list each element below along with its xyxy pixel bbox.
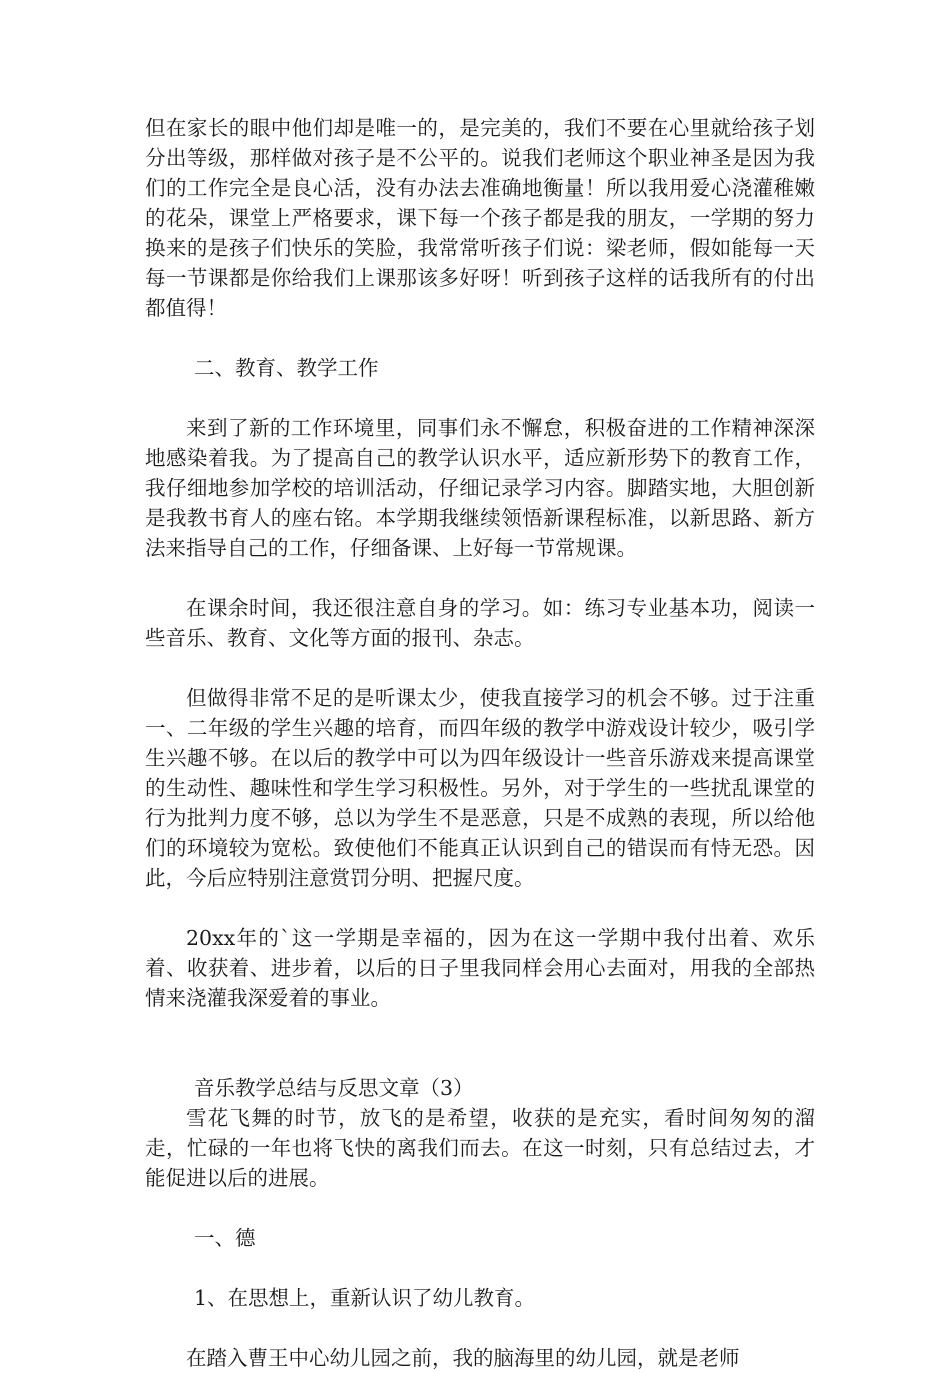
paragraph: 来到了新的工作环境里，同事们永不懈怠，积极奋进的工作精神深深地感染着我。为了提高自己的教学认识水平，适应新形势下的教育工作，我仔细地参加学校的培训活动，仔细记录学习内容。脚踏实地，大胆创新是我教书育人的座右铭。本学期我继续领悟新课程标准，以新思路、新方法来指导自己的工作，仔细备课、上好每一节常规课。 (145, 416, 815, 560)
article-title: 音乐教学总结与反思文章（3） (194, 1076, 474, 1100)
subsection-heading: 1、在思想上，重新认识了幼儿教育。 (194, 1286, 536, 1310)
paragraph: 在踏入曹王中心幼儿园之前，我的脑海里的幼儿园，就是老师 (186, 1346, 740, 1370)
document-page (145, 113, 815, 1373)
paragraph: 在课余时间，我还很注意自身的学习。如：练习专业基本功，阅读一些音乐、教育、文化等方面的报刊、杂志。 (145, 596, 815, 650)
paragraph: 20xx年的`这一学期是幸福的，因为在这一学期中我付出着、欢乐着、收获着、进步着，以后的日子里我同样会用心去面对，用我的全部热情来浇灌我深爱着的事业。 (145, 926, 815, 1010)
paragraph: 但做得非常不足的是听课太少，使我直接学习的机会不够。过于注重一、二年级的学生兴趣的培育，而四年级的教学中游戏设计较少，吸引学生兴趣不够。在以后的教学中可以为四年级设计一些音乐游戏来提高课堂的生动性、趣味性和学生学习积极性。另外，对于学生的一些扰乱课堂的行为批判力度不够，总以为学生不是恶意，只是不成熟的表现，所以给他们的环境较为宽松。致使他们不能真正认识到自己的错误而有恃无恐。因此，今后应特别注意赏罚分明、把握尺度。 (145, 686, 815, 890)
paragraph: 雪花飞舞的时节，放飞的是希望，收获的是充实，看时间匆匆的溜走，忙碌的一年也将飞快的离我们而去。在这一时刻，只有总结过去，才能促进以后的进展。 (145, 1106, 815, 1190)
section-heading: 二、教育、教学工作 (194, 356, 379, 380)
paragraph: 但在家长的眼中他们却是唯一的，是完美的，我们不要在心里就给孩子划分出等级，那样做对孩子是不公平的。说我们老师这个职业神圣是因为我们的工作完全是良心活，没有办法去准确地衡量！所以我用爱心浇灌稚嫩的花朵，课堂上严格要求，课下每一个孩子都是我的朋友，一学期的努力换来的是孩子们快乐的笑脸，我常常听孩子们说：梁老师，假如能每一天每一节课都是你给我们上课那该多好呀！听到孩子这样的话我所有的付出都值得！ (145, 116, 815, 320)
section-heading: 一、德 (194, 1226, 256, 1250)
